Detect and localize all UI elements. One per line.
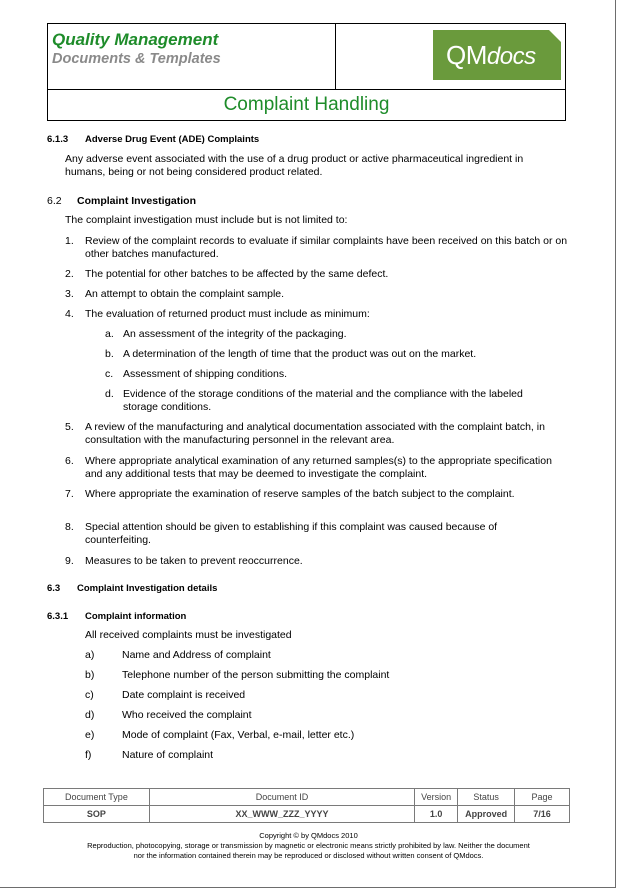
- logo-main: QM: [446, 40, 487, 70]
- list-item: Where appropriate analytical examination of any returned samples(s) to the appropriate specification and any additional tests that may be deemed to investigate the complaint.: [85, 455, 552, 480]
- brand-subtitle: Documents & Templates: [52, 51, 221, 67]
- list-number: 8.: [65, 521, 74, 533]
- qmdocs-logo: [433, 30, 561, 80]
- copyright-notice-line: Reproduction, photocopying, storage or transmission by magnetic or electronic means strictly prohibited by law. Neither the document: [87, 841, 530, 850]
- section-number: 6.3.1: [47, 611, 69, 622]
- list-number: 1.: [65, 235, 74, 247]
- logo-italic: docs: [486, 43, 536, 70]
- footer-table: [43, 788, 570, 823]
- section-title: Complaint Investigation details: [77, 583, 218, 594]
- footer-header-cell: Page: [515, 789, 570, 806]
- list-item: The evaluation of returned product must include as minimum:: [85, 308, 370, 320]
- list-item: Special attention should be given to establishing if this complaint was caused because of counterfeiting.: [85, 521, 498, 546]
- list-number: 7.: [65, 488, 74, 500]
- list-number: 4.: [65, 308, 74, 320]
- footer-value-cell: SOP: [44, 806, 150, 823]
- sublist-letter: b.: [105, 348, 114, 360]
- footer-value-cell: Approved: [458, 806, 515, 823]
- section-number: 6.1.3: [47, 134, 69, 145]
- list-item: Review of the complaint records to evaluate if similar complaints have been received on this batch or on other batches manufactured.: [85, 235, 568, 260]
- list-number: 5.: [65, 421, 74, 433]
- sublist-item: A determination of the length of time that the product was out on the market.: [123, 348, 477, 360]
- footer-value-row: [44, 806, 570, 823]
- section-number: 6.3: [47, 583, 61, 594]
- sublist-letter: c.: [105, 368, 114, 380]
- info-letter: e): [85, 729, 95, 741]
- footer-header-cell: Status: [458, 789, 515, 806]
- footer-value-cell: 7/16: [515, 806, 570, 823]
- footer-header-cell: Document ID: [149, 789, 414, 806]
- list-item: A review of the manufacturing and analytical documentation associated with the complaint batch, in consultation with the manufacturing personnel in the relevant area.: [85, 421, 545, 446]
- info-item: Name and Address of complaint: [122, 649, 271, 661]
- section-paragraph: Any adverse event associated with the use of a drug product or active pharmaceutical ingredient in humans, being or not being considered product related.: [65, 153, 524, 178]
- sublist-letter: d.: [105, 388, 114, 400]
- section-intro: The complaint investigation must include but is not limited to:: [65, 214, 348, 226]
- list-item: Measures to be taken to prevent reoccurrence.: [85, 555, 303, 567]
- info-item: Mode of complaint (Fax, Verbal, e-mail, letter etc.): [122, 729, 355, 741]
- info-letter: f): [85, 749, 92, 761]
- document-title: Complaint Handling: [223, 94, 390, 115]
- footer-header-cell: Version: [415, 789, 458, 806]
- section-title: Complaint Investigation: [77, 195, 197, 207]
- info-letter: d): [85, 709, 95, 721]
- footer-value-cell: XX_WWW_ZZZ_YYYY: [149, 806, 414, 823]
- footer-header-row: [44, 789, 570, 806]
- info-letter: b): [85, 669, 95, 681]
- logo-fold-corner: [549, 30, 561, 42]
- sublist-item: Evidence of the storage conditions of the material and the compliance with the labeled storage conditions.: [123, 388, 523, 413]
- sublist-item: Assessment of shipping conditions.: [123, 368, 288, 380]
- brand-title: Quality Management: [52, 30, 219, 49]
- list-number: 9.: [65, 555, 74, 567]
- sublist-letter: a.: [105, 328, 114, 340]
- list-number: 2.: [65, 268, 74, 280]
- document-header: [47, 23, 566, 121]
- info-letter: c): [85, 689, 94, 701]
- section-title: Adverse Drug Event (ADE) Complaints: [85, 134, 260, 145]
- sublist-item: An assessment of the integrity of the packaging.: [123, 328, 347, 340]
- info-item: Nature of complaint: [122, 749, 214, 761]
- info-letter: a): [85, 649, 95, 661]
- info-item: Date complaint is received: [122, 689, 246, 701]
- list-number: 6.: [65, 455, 74, 467]
- list-item: The potential for other batches to be affected by the same defect.: [85, 268, 389, 280]
- section-number: 6.2: [47, 195, 62, 207]
- footer-value-cell: 1.0: [415, 806, 458, 823]
- logo-text: [446, 40, 536, 71]
- section-intro: All received complaints must be investigated: [85, 629, 292, 641]
- list-item: An attempt to obtain the complaint sample.: [85, 288, 285, 300]
- info-item: Who received the complaint: [122, 709, 252, 721]
- copyright-line: Copyright © by QMdocs 2010: [259, 831, 358, 840]
- list-item: Where appropriate the examination of reserve samples of the batch subject to the complaint.: [85, 488, 515, 500]
- header-brand-cell: [48, 24, 336, 89]
- copyright-notice-line: nor the information contained therein may be reproduced or disclosed without written consent of QMdocs.: [133, 851, 484, 860]
- section-title: Complaint information: [85, 611, 187, 622]
- info-item: Telephone number of the person submitting the complaint: [122, 669, 390, 681]
- footer-header-cell: Document Type: [44, 789, 150, 806]
- header-title-cell: [48, 89, 565, 121]
- list-number: 3.: [65, 288, 74, 300]
